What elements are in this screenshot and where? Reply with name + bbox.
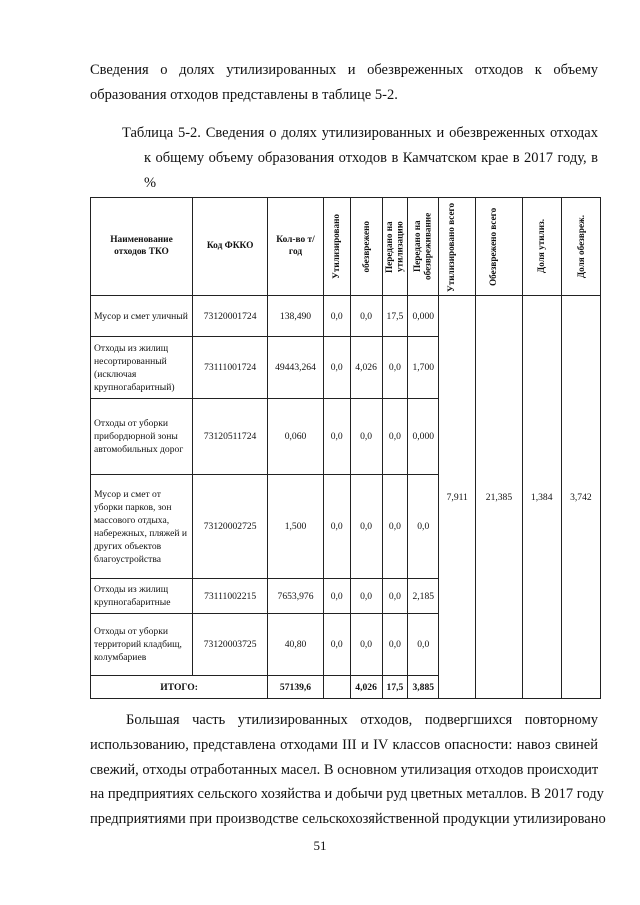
row-name: Отходы из жилищ несортированный (исключая крупногабаритный) [91, 337, 193, 399]
total-neutralized: 4,026 [350, 676, 382, 699]
row-utilized: 0,0 [323, 296, 350, 337]
waste-share-table [90, 197, 601, 699]
row-name: Отходы от уборки прибордюрной зоны автомобильных дорог [91, 399, 193, 475]
header-transferred-util: Передано на утилизацию [382, 198, 408, 296]
caption-line-1: Таблица 5-2. Сведения о долях утилизированных и обезвреженных отходах [122, 125, 598, 141]
row-transferred-neut: 2,185 [408, 579, 439, 614]
header-neutralized: обезврежено [350, 198, 382, 296]
row-code: 73120511724 [193, 399, 268, 475]
table-header-row [91, 198, 601, 296]
row-qty: 40,80 [268, 614, 324, 676]
row-transferred-util: 0,0 [382, 475, 408, 579]
row-utilized: 0,0 [323, 614, 350, 676]
row-qty: 7653,976 [268, 579, 324, 614]
row-utilized: 0,0 [323, 579, 350, 614]
row-code: 73111001724 [193, 337, 268, 399]
neutralized-total-cell: 21,385 [476, 296, 522, 699]
table-caption [122, 121, 598, 196]
row-neutralized: 0,0 [350, 579, 382, 614]
row-neutralized: 0,0 [350, 296, 382, 337]
row-code: 73120002725 [193, 475, 268, 579]
row-transferred-neut: 0,0 [408, 475, 439, 579]
row-code: 73120001724 [193, 296, 268, 337]
header-utilized: Утилизировано [323, 198, 350, 296]
page-number: 51 [313, 838, 327, 853]
caption-line-3: % [144, 175, 157, 191]
header-code: Код ФККО [193, 198, 268, 296]
row-qty: 1,500 [268, 475, 324, 579]
total-transferred-neut: 3,885 [408, 676, 439, 699]
row-utilized: 0,0 [323, 337, 350, 399]
row-transferred-util: 0,0 [382, 614, 408, 676]
row-utilized: 0,0 [323, 475, 350, 579]
row-transferred-util: 17,5 [382, 296, 408, 337]
row-code: 73120003725 [193, 614, 268, 676]
row-utilized: 0,0 [323, 399, 350, 475]
header-neutralized-total: Обезврежено всего [476, 198, 522, 296]
utilized-total-cell: 7,911 [439, 296, 476, 699]
share-neut-cell: 3,742 [561, 296, 600, 699]
intro-line-1: Сведения о долях утилизированных и обезвреженных отходов к объему [90, 62, 598, 78]
row-neutralized: 0,0 [350, 614, 382, 676]
row-neutralized: 4,026 [350, 337, 382, 399]
row-qty: 0,060 [268, 399, 324, 475]
row-code: 73111002215 [193, 579, 268, 614]
row-transferred-neut: 0,000 [408, 399, 439, 475]
body-line-5: предприятиями при производстве сельскохозяйственной продукции утилизировано [90, 811, 606, 828]
body-line-4: на предприятиях сельского хозяйства и добычи руд цветных металлов. В 2017 году [90, 786, 604, 803]
row-name: Отходы от уборки территорий кладбищ, колумбариев [91, 614, 193, 676]
row-neutralized: 0,0 [350, 399, 382, 475]
intro-paragraph [90, 58, 598, 108]
row-transferred-neut: 0,0 [408, 614, 439, 676]
caption-line-2: к общему объему образования отходов в Камчатском крае в 2017 году, в [144, 150, 598, 166]
body-line-3: свежий, отходы отработанных масел. В основном утилизация отходов происходит [90, 761, 599, 778]
header-share-util: Доля утилиз. [522, 198, 561, 296]
total-label: ИТОГО: [91, 676, 268, 699]
intro-line-2: образования отходов представлены в таблице 5-2. [90, 86, 398, 103]
row-transferred-util: 0,0 [382, 579, 408, 614]
row-name: Мусор и смет от уборки парков, зон массового отдыха, набережных, пляжей и других объектов благоустройства [91, 475, 193, 579]
total-utilized [323, 676, 350, 699]
row-transferred-util: 0,0 [382, 337, 408, 399]
body-line-2: использованию, представлена отходами III и IV классов опасности: навоз свиней [90, 736, 598, 753]
body-paragraph [90, 708, 606, 832]
row-qty: 49443,264 [268, 337, 324, 399]
header-qty: Кол-во т/год [268, 198, 324, 296]
row-transferred-neut: 0,000 [408, 296, 439, 337]
total-transferred-util: 17,5 [382, 676, 408, 699]
header-name: Наименование отходов ТКО [91, 198, 193, 296]
body-line-1: Большая часть утилизированных отходов, подвергшихся повторному [126, 712, 598, 728]
row-qty: 138,490 [268, 296, 324, 337]
total-qty: 57139,6 [268, 676, 324, 699]
row-neutralized: 0,0 [350, 475, 382, 579]
row-transferred-neut: 1,700 [408, 337, 439, 399]
row-name: Отходы из жилищ крупногабаритные [91, 579, 193, 614]
share-util-cell: 1,384 [522, 296, 561, 699]
table-row [91, 296, 601, 337]
row-transferred-util: 0,0 [382, 399, 408, 475]
header-utilized-total: Утилизировано всего [439, 198, 476, 296]
header-share-neut: Доля обезвреж. [561, 198, 600, 296]
row-name: Мусор и смет уличный [91, 296, 193, 337]
header-transferred-neut: Передано на обезвреживание [408, 198, 439, 296]
